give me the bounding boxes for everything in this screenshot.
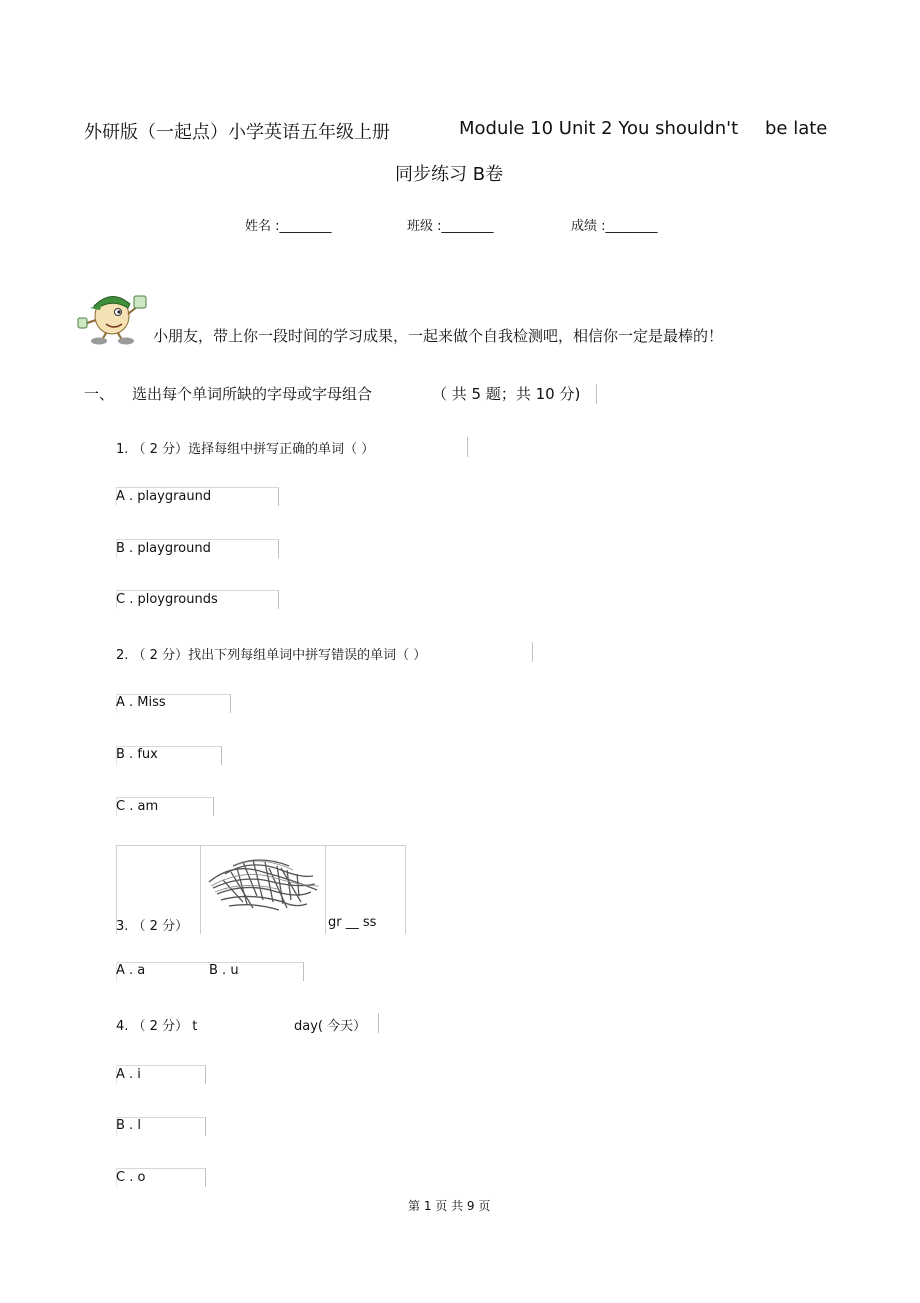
q2-stem: 2. （ 2 分）找出下列每组单词中拼写错误的单词（ ） xyxy=(116,648,427,663)
q4-stem-left: 4. （ 2 分） t xyxy=(116,1019,198,1034)
q1-option-c[interactable]: C . ploygrounds xyxy=(116,592,218,607)
q4-stem-right: day( 今天） xyxy=(294,1019,367,1034)
q4-option-a[interactable]: A . i xyxy=(116,1067,141,1082)
q3-stem: 3. （ 2 分） xyxy=(116,919,189,934)
section-title: 选出每个单词所缺的字母或字母组合 xyxy=(132,385,373,403)
greeting-text: 小朋友，带上你一段时间的学习成果，一起来做个自我检测吧，相信你一定是最棒的！ xyxy=(153,327,724,345)
name-field: 姓名 :________ xyxy=(245,219,332,234)
q1-option-a[interactable]: A . playgraund xyxy=(116,489,212,504)
q3-option-b[interactable]: B . u xyxy=(209,963,239,978)
q1-stem: 1. （ 2 分）选择每组中拼写正确的单词（ ） xyxy=(116,442,375,457)
class-field: 班级 :________ xyxy=(407,219,494,234)
q2-option-b[interactable]: B . fux xyxy=(116,747,158,762)
grass-picture-icon xyxy=(203,852,321,918)
score-field: 成绩 :________ xyxy=(571,219,658,234)
q2-option-c[interactable]: C . am xyxy=(116,799,159,814)
section-number: 一、 xyxy=(84,385,115,403)
q4-option-c[interactable]: C . o xyxy=(116,1170,146,1185)
q2-option-a[interactable]: A . Miss xyxy=(116,695,166,710)
title-line2: 同步练习 B卷 xyxy=(395,164,504,185)
q1-option-b[interactable]: B . playground xyxy=(116,541,211,556)
q4-option-b[interactable]: B . l xyxy=(116,1118,141,1133)
section-score: （ 共 5 题；共 10 分) xyxy=(432,385,581,403)
mascot-icon xyxy=(76,284,152,346)
title-part1: 外研版（一起点）小学英语五年级上册 xyxy=(84,122,390,143)
page-footer: 第 1 页 共 9 页 xyxy=(408,1199,491,1213)
q3-option-a[interactable]: A . a xyxy=(116,963,146,978)
title-part3: be late xyxy=(765,118,828,139)
section-divider xyxy=(84,384,597,404)
q3-word: gr __ ss xyxy=(328,915,377,930)
title-part2: Module 10 Unit 2 You shouldn't xyxy=(459,118,739,139)
